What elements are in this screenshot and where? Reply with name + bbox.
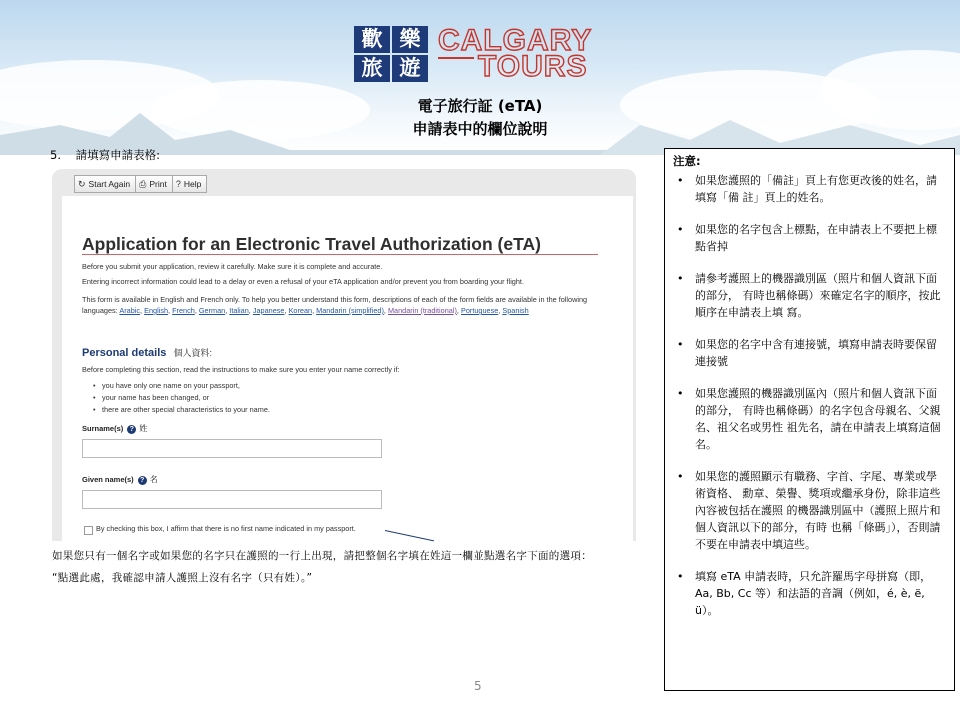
help-icon: ? xyxy=(175,179,181,189)
lang-link-french[interactable]: French xyxy=(172,306,195,315)
note-item: • 如果您的護照顯示有職務、字首、字尾、專業或學術資格、 勳章、榮譽、獎項或繼承身份，除非這些內容被包括在護照 的機器識別區中（護照上照片和個人資訊以下的部分，有時 也稱「條碼」），否則請不要在申請表中填這些。 xyxy=(673,468,946,553)
lang-link-german[interactable]: German xyxy=(198,306,226,315)
personal-details-heading xyxy=(82,346,212,359)
surname-label xyxy=(82,423,147,434)
list-item: • your name has been changed, or xyxy=(102,393,209,402)
caption-line-1: 如果您只有一個名字或如果您的名字只在護照的一行上出現，請把整個名字填在姓這一欄並點選名字下面的選項： xyxy=(52,550,592,562)
logo-rule xyxy=(438,57,474,59)
form-intro-2: Entering incorrect information could lead to a delay or even a refusal of your eTA application and/or prevent you from boarding your flight. xyxy=(82,277,524,286)
surname-input[interactable] xyxy=(82,439,382,458)
lang-link-mandarin-traditional[interactable]: Mandarin (traditional) xyxy=(387,306,457,315)
form-intro-3: This form is available in English and French only. To help you better understand this form, descriptions of each of the form fields are available in the following languages: xyxy=(82,295,588,315)
surname-label-text: Surname(s) xyxy=(82,424,124,433)
note-item: • 如果您護照的「備註」頁上有您更改後的姓名，請填寫「備 註」頁上的姓名。 xyxy=(673,172,946,206)
form-toolbar xyxy=(74,175,206,193)
given-name-input[interactable] xyxy=(82,490,382,509)
list-item: • there are other special characteristics to your name. xyxy=(102,405,270,414)
lang-link-korean[interactable]: Korean xyxy=(288,306,313,315)
note-item: • 填寫 eTA 申請表時，只允許羅馬字母拼寫（即，Aa, Bb, Cc 等）和法語的音調（例如，é, è, ë, ü）。 xyxy=(673,568,946,619)
page-title: 電子旅行証 (eTA) xyxy=(417,97,543,115)
lang-link-english[interactable]: English xyxy=(144,306,169,315)
lang-link-mandarin-simplified[interactable]: Mandarin (simplified) xyxy=(316,306,384,315)
logo-chinese-block xyxy=(354,26,430,82)
form-title-rule xyxy=(82,254,598,255)
lang-link-japanese[interactable]: Japanese xyxy=(252,306,285,315)
lang-link-spanish[interactable]: Spanish xyxy=(502,306,529,315)
printer-icon: ⎙ xyxy=(139,179,147,189)
page-number: 5 xyxy=(474,679,482,693)
note-item: • 如果您的名字中含有連接號，填寫申請表時要保留連接號 xyxy=(673,336,946,370)
step-number: 5. xyxy=(50,148,61,162)
step-text: 請填寫申請表格: xyxy=(75,148,161,162)
help-button[interactable] xyxy=(172,175,208,193)
logo-char: 旅 xyxy=(354,55,390,82)
lang-link-arabic[interactable]: Arabic xyxy=(119,306,141,315)
page-subtitle: 申請表中的欄位說明 xyxy=(412,120,548,138)
lang-link-italian[interactable]: Italian xyxy=(229,306,249,315)
given-name-label-text: Given name(s) xyxy=(82,475,134,484)
given-name-label xyxy=(82,474,158,485)
print-button[interactable] xyxy=(135,175,173,193)
form-language-note: This form is available in English and French only. To help you better understand this form, descriptions of each of the form fields are available in the following languages: Arabic, English, French, German, Italian, Japanese, Korean, Mandarin (simplified), Mandarin (traditional), Portuguese, Spanish xyxy=(82,295,588,315)
form-panel xyxy=(62,196,633,541)
logo-char: 遊 xyxy=(392,55,428,82)
section-intro: Before completing this section, read the instructions to make sure you enter your name correctly if: xyxy=(82,365,400,374)
list-item: • you have only one name on your passport, xyxy=(102,381,240,390)
given-name-label-cn: 名 xyxy=(149,475,158,484)
help-label: Help xyxy=(183,179,202,189)
question-icon[interactable]: ? xyxy=(127,425,136,434)
logo-tours-text: TOURS xyxy=(478,50,588,83)
note-item: • 如果您護照的機器識別區內（照片和個人資訊下面的部分， 有時也稱條碼）的名字包含母親名、父親名、祖父名或男性 祖先名，請在申請表上填寫這個名。 xyxy=(673,385,946,453)
section-title-cn: 個人資料: xyxy=(173,348,212,358)
form-title: Application for an Electronic Travel Authorization (eTA) xyxy=(82,234,541,254)
eta-form-screenshot xyxy=(52,169,636,541)
note-item: • 請參考護照上的機器識別區（照片和個人資訊下面的部分， 有時也稱條碼）來確定名字的順序，按此順序在申請表上填 寫。 xyxy=(673,270,946,321)
no-first-name-checkbox[interactable] xyxy=(84,526,93,535)
caption-line-2: “點選此處，我確認申請人護照上沒有名字（只有姓）。” xyxy=(52,572,313,584)
step-heading xyxy=(50,147,160,163)
print-label: Print xyxy=(149,179,167,189)
logo-char: 樂 xyxy=(392,26,428,53)
lang-link-portuguese[interactable]: Portuguese xyxy=(460,306,499,315)
note-item: • 如果您的名字包含上標點，在申請表上不要把上標點省掉 xyxy=(673,221,946,255)
calgary-tours-logo xyxy=(354,24,593,84)
logo-char: 歡 xyxy=(354,26,390,53)
logo-calgary-text: CALGARY xyxy=(438,24,593,57)
refresh-icon: ↻ xyxy=(78,179,86,189)
start-again-label: Start Again xyxy=(88,179,131,189)
section-title: Personal details xyxy=(82,347,167,359)
start-again-button[interactable] xyxy=(74,175,136,193)
surname-label-cn: 姓 xyxy=(139,424,148,433)
notes-box xyxy=(664,148,955,691)
question-icon[interactable]: ? xyxy=(138,476,147,485)
form-intro-1: Before you submit your application, review it carefully. Make sure it is complete and accurate. xyxy=(82,262,383,271)
notes-title: 注意: xyxy=(673,154,701,168)
no-first-name-checkbox-label: By checking this box, I affirm that there is no first name indicated in my passport. xyxy=(96,524,356,533)
